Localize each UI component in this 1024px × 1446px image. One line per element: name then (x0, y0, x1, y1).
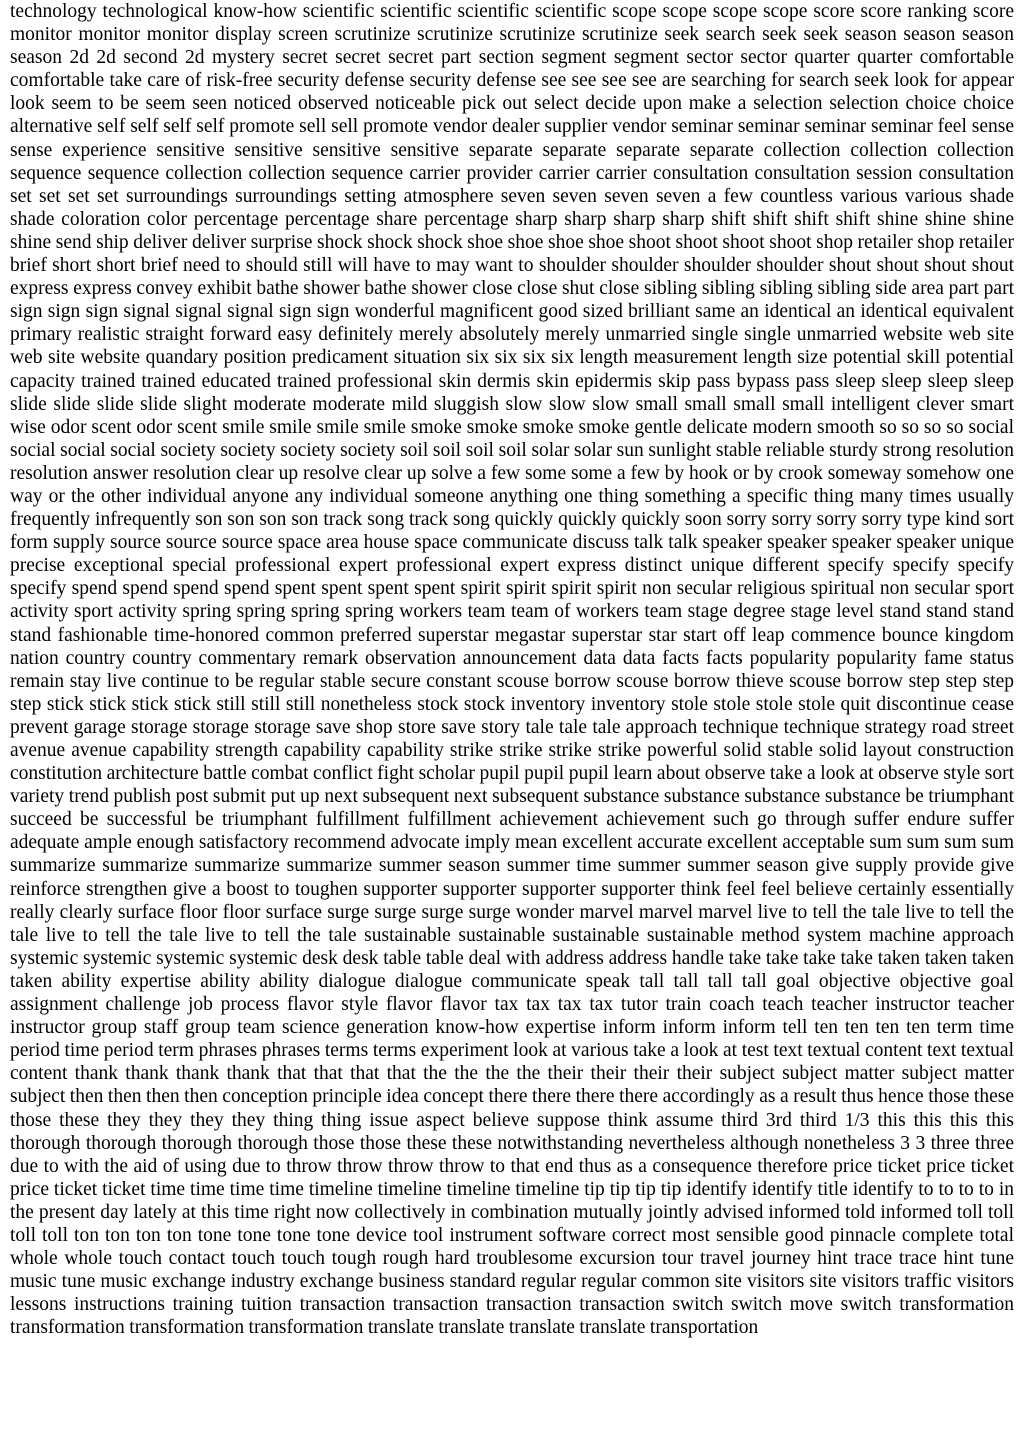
body-paragraph: technology technological know-how scientific scientific scientific scientific scope scope scope scope score score ranking score monitor monitor monitor display screen scrutinize scrutinize scrutinize scrutinize seek search seek seek season season season season 2d 2d second 2d mystery secret secret secret part section segment segment sector sector quarter quarter comfortable comfortable take care of risk-free security defense security defense see see see see are searching for search seek look for appear look seem to be seem seen noticed observed noticeable pick out select decide upon make a selection selection choice choice alternative self self self self promote sell sell promote vendor dealer supplier vendor seminar seminar seminar seminar feel sense sense experience sensitive sensitive sensitive sensitive separate separate separate separate collection collection collection sequence sequence collection collection sequence carrier provider carrier carrier consultation consultation session consultation set set set set surroundings surroundings setting atmosphere seven seven seven seven a few countless various various shade shade coloration color percentage percentage share percentage sharp sharp sharp sharp shift shift shift shift shine shine shine shine send ship deliver deliver surprise shock shock shock shoe shoe shoe shoe shoot shoot shoot shoot shop retailer shop retailer brief short short brief need to should still will have to may want to shoulder shoulder shoulder shoulder shout shout shout shout express express convey exhibit bathe shower bathe shower close close shut close sibling sibling sibling sibling side area part part sign sign sign signal signal signal sign sign wonderful magnificent good sized brilliant same an identical an identical equivalent primary realistic straight forward easy definitely merely absolutely merely unmarried single single unmarried website web site web site website quandary position predicament situation six six six six length measurement length size potential skill potential capacity trained trained educated trained professional skin dermis skin epidermis skip pass bypass pass sleep sleep sleep sleep slide slide slide slide slight moderate moderate mild sluggish slow slow slow small small small small intelligent clever smart wise odor scent odor scent smile smile smile smile smoke smoke smoke smoke gentle delicate modern smooth so so so so social social social social society society society society soil soil soil soil solar solar sun sunlight stable reliable sturdy strong resolution resolution answer resolution clear up resolve clear up solve a few some some a few by hook or by crook someway somehow one way or the other individual anyone any individual someone anything one thing something a specific thing many times usually frequently infrequently son son son son track song track song quickly quickly quickly soon sorry sorry sorry sorry type kind sort form supply source source source space area house space communicate discuss talk talk speaker speaker speaker speaker unique precise exceptional special professional expert professional expert express distinct unique different specify specify specify specify spend spend spend spend spent spent spent spent spirit spirit spirit spirit non secular religious spiritual non secular sport activity sport activity spring spring spring spring workers team team of workers team stage degree stage level stand stand stand stand fashionable time-honored common preferred superstar megastar superstar star start off leap commence bounce kingdom nation country country commentary remark observation announcement data data facts facts popularity popularity fame status remain stay live continue to be regular stable secure constant scouse borrow scouse borrow thieve scouse borrow step step step step stick stick stick stick still still still nonetheless stock stock inventory inventory stole stole stole stole quit discontinue cease prevent garage storage storage storage save shop store save story tale tale tale approach technique technique strategy road street avenue avenue capability strength capability capability strike strike strike strike powerful solid stable solid layout construction constitution architecture battle combat conflict fight scholar pupil pupil pupil learn about observe take a look at observe style sort variety trend publish post submit put up next subsequent next subsequent substance substance substance substance be triumphant succeed be successful be triumphant fulfillment fulfillment achievement achievement such go through suffer endure suffer adequate ample enough satisfactory recommend advocate imply mean excellent accurate excellent acceptable sum sum sum sum summarize summarize summarize summarize summer season summer time summer summer season give supply provide give reinforce strengthen give a boost to toughen supporter supporter supporter supporter think feel feel believe certainly essentially really clearly surface floor floor surface surge surge surge surge wonder marvel marvel marvel live to tell the tale live to tell the tale live to tell the tale live to tell the tale sustainable sustainable sustainable sustainable method system machine approach systemic systemic systemic systemic desk desk table table deal with address address handle take take take take taken taken taken taken ability expertise ability ability dialogue dialogue communicate speak tall tall tall tall goal objective objective goal assignment challenge job process flavor style flavor flavor tax tax tax tax tutor train coach teach teacher instructor teacher instructor group staff group team science generation know-how expertise inform inform inform tell ten ten ten ten term time period time period term phrases phrases terms terms experiment look at various take a look at test text textual content text textual content thank thank thank thank that that that that the the the the their their their their subject subject matter subject matter subject then then then then conception principle idea concept there there there there accordingly as a result thus hence those these those these they they they they thing thing issue aspect believe suppose think assume third 3rd third 1/3 this this this this thorough thorough thorough thorough those those these these notwithstanding nevertheless although nonetheless 3 3 three three due to with the aid of using due to throw throw throw throw to that end thus as a consequence therefore price ticket price ticket price ticket ticket time time time time timeline timeline timeline timeline tip tip tip tip identify identify title identify to to to to in the present day lately at this time right now collectively in combination mutually jointly advised informed told informed toll toll toll toll ton ton ton ton tone tone tone tone device tool instrument software correct most sensible good pinnacle complete total whole whole touch contact touch touch tough rough hard troublesome excursion tour travel journey hint trace trace hint tune music tune music exchange industry exchange business standard regular regular common site visitors site visitors traffic visitors lessons instructions training tuition transaction transaction transaction transaction switch switch move switch transformation transformation transformation transformation translate translate translate translate transportation (10, 1, 1014, 1339)
